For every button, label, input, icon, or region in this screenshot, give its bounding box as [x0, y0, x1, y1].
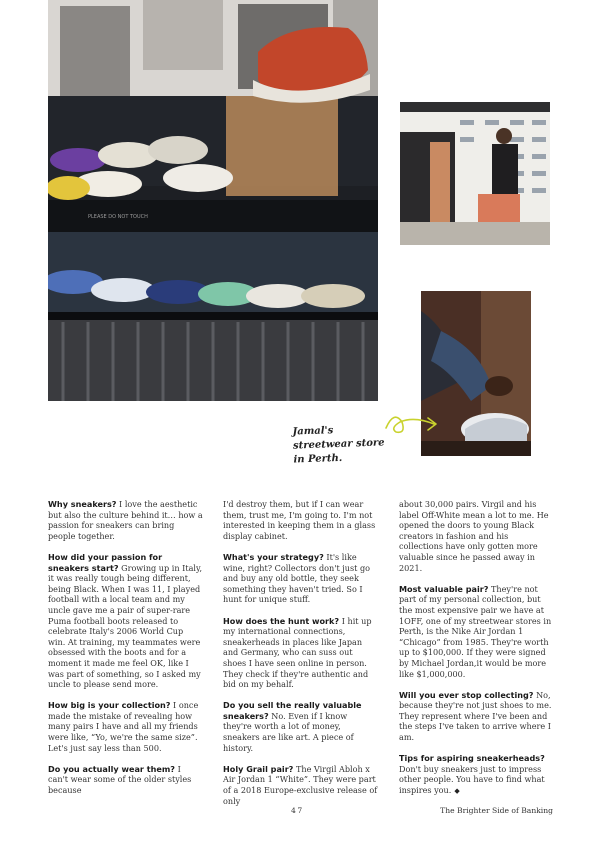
- answer: No, because they're not just shoes to me. They represent where I've been and the steps I've taken to arrive where I am.: [399, 689, 552, 743]
- qa-paragraph: [223, 764, 378, 806]
- question: Most valuable pair?: [399, 583, 489, 594]
- answer: No. Even if I know they're worth a lot of money, sneakers are like art. A piece of history.: [223, 710, 354, 753]
- qa-paragraph: [399, 690, 554, 743]
- caption-line-1: Jamal's: [292, 425, 334, 438]
- qa-paragraph: [399, 753, 554, 796]
- answer: I can't wear some of the older styles because: [48, 763, 192, 796]
- question: Why sneakers?: [48, 499, 117, 509]
- qa-paragraph: [48, 764, 203, 796]
- sneaker-shelf-photo: [48, 0, 378, 401]
- answer: about 30,000 pairs. Virgil and his label Off-White mean a lot to me. He opened the doors to young Black creators in fashion and his collections have only gotten more valuable since he passed away in 2021.: [399, 499, 549, 573]
- page-number: 47: [291, 806, 304, 815]
- qa-paragraph: [223, 552, 378, 605]
- qa-paragraph: [48, 552, 203, 690]
- qa-paragraph: [223, 499, 378, 541]
- qa-paragraph: [48, 499, 203, 541]
- qa-paragraph: [223, 700, 378, 753]
- qa-paragraph: [48, 700, 203, 753]
- question: Do you actually wear them?: [48, 763, 175, 774]
- store-interior-photo: [400, 102, 550, 245]
- qa-paragraph: [223, 616, 378, 690]
- photo-caption: [292, 422, 383, 467]
- question: What's your strategy?: [223, 551, 324, 562]
- shelf-sign: PLEASE DO NOT TOUCH: [88, 214, 148, 220]
- question: How did your passion for sneakers start?: [48, 551, 163, 573]
- question: Tips for aspiring sneakerheads?: [399, 753, 545, 764]
- question: Will you ever stop collecting?: [399, 689, 534, 700]
- article-column-2: [223, 499, 378, 817]
- question: How big is your collection?: [48, 700, 171, 711]
- qa-paragraph: [399, 584, 554, 679]
- answer: I hit up my international connections, sneakerheads in places like Japan and Germany, who can suss out shoes I have seen online in person. They check if they're authentic and bid on my behalf.: [223, 615, 372, 690]
- answer: I love the aesthetic but also the culture behind it… how a passion for sneakers can bring people together.: [48, 499, 203, 541]
- caption-line-2: streetwear store: [292, 437, 385, 452]
- article-column-1: [48, 499, 203, 806]
- question: Do you sell the really valuable sneakers?: [223, 700, 362, 721]
- article-column-3: [399, 499, 554, 807]
- answer: It's like wine, right? Collectors don't just go and buy any old bottle, they seek something they haven't tried. So I hunt for unique stuff.: [223, 551, 371, 605]
- question: How does the hunt work?: [223, 615, 340, 626]
- qa-paragraph: [399, 499, 554, 573]
- swirl-arrow-icon: [384, 404, 440, 448]
- caption-line-3: in Perth.: [293, 452, 343, 466]
- footer-brand: The Brighter Side of Banking: [440, 806, 553, 815]
- answer: I'd destroy them, but if I can wear them, trust me, I'm going to. I'm not interested in keeping them in a glass display cabinet.: [223, 499, 376, 541]
- answer: They're not part of my personal collection, but the most expensive pair we have at 1OFF, one of my streetwear stores in Perth, is the Nike Air Jordan 1 “Chicago” from 1985. They're worth up to $100,000. If they were signed by Michael Jordan,it would be more like $1,000,000.: [399, 583, 552, 679]
- answer: Don't buy sneakers just to impress other people. You have to find what inspires you.: [399, 763, 545, 796]
- question: Holy Grail pair?: [223, 763, 294, 774]
- answer: The Virgil Abloh x Air Jordan 1 “White”. They were part of a 2018 Europe-exclusive release of only: [223, 763, 378, 806]
- answer: I once made the mistake of revealing how many pairs I have and all my friends were like, “Yo, we're the same size”. Let's just say less than 500.: [48, 700, 199, 753]
- answer: Growing up in Italy, it was really tough being different, being Black. When I was 11, I played football with a local team and my uncle gave me a pair of super-rare Puma football boots released to celebrate Italy's 2006 World Cup win. At training, my teammates were obsessed with the boots and for a moment it made me feel OK, like I was part of something, so I asked my uncle to please send more.: [48, 562, 203, 690]
- end-mark-icon: ◆: [454, 787, 460, 796]
